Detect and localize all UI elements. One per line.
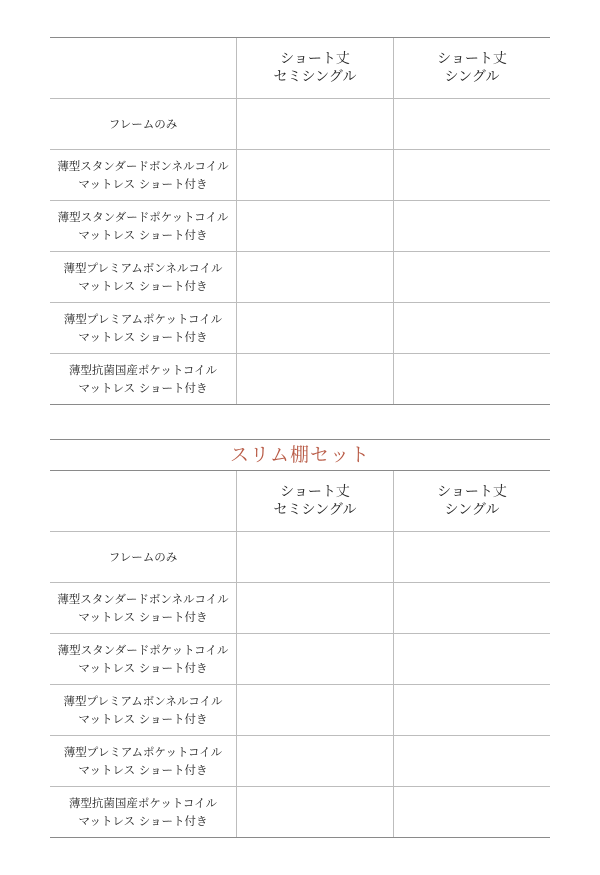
header-cell-short-semi-single — [236, 38, 393, 98]
table-cell — [236, 303, 393, 353]
row-label: 薄型抗菌国産ポケットコイル マットレス ショート付き — [68, 363, 218, 395]
row-label: 薄型スタンダードポケットコイル マットレス ショート付き — [57, 210, 229, 242]
row-label: 薄型抗菌国産ポケットコイル マットレス ショート付き — [68, 796, 218, 828]
table-row — [50, 786, 550, 837]
table-cell — [236, 787, 393, 837]
row-label-cell — [50, 303, 236, 353]
column-header-label: ショート丈 シングル — [437, 484, 507, 518]
row-label: 薄型プレミアムポケットコイル マットレス ショート付き — [63, 745, 223, 777]
row-label-cell — [50, 736, 236, 786]
table-cell — [236, 252, 393, 302]
row-label: 薄型プレミアムボンネルコイル マットレス ショート付き — [63, 694, 223, 726]
table-cell — [393, 532, 550, 582]
table-cell — [236, 634, 393, 684]
table-cell — [236, 201, 393, 251]
row-label-cell — [50, 634, 236, 684]
row-label-cell — [50, 354, 236, 404]
table-cell — [393, 201, 550, 251]
table-row — [50, 735, 550, 786]
row-label-cell — [50, 583, 236, 633]
table-row — [50, 353, 550, 404]
row-label: 薄型スタンダードポケットコイル マットレス ショート付き — [57, 643, 229, 675]
table-cell — [236, 150, 393, 200]
table-cell — [393, 99, 550, 149]
table-cell — [393, 252, 550, 302]
table-cell — [393, 150, 550, 200]
row-label-cell — [50, 532, 236, 582]
table-cell — [236, 685, 393, 735]
table-row — [50, 302, 550, 353]
table-cell — [236, 532, 393, 582]
table-row — [50, 200, 550, 251]
row-label-cell — [50, 685, 236, 735]
table-row — [50, 98, 550, 149]
table-cell — [393, 583, 550, 633]
table-cell — [236, 736, 393, 786]
row-label-cell — [50, 252, 236, 302]
row-label-cell — [50, 99, 236, 149]
row-label-cell — [50, 787, 236, 837]
table-cell — [393, 787, 550, 837]
header-cell-short-semi-single — [236, 471, 393, 531]
column-header-label: ショート丈 セミシングル — [273, 484, 357, 518]
table-cell — [236, 99, 393, 149]
row-label-cell — [50, 150, 236, 200]
header-cell-short-single — [393, 38, 550, 98]
table-cell — [393, 736, 550, 786]
table-cell — [236, 354, 393, 404]
column-header-label: ショート丈 シングル — [437, 51, 507, 85]
size-table-slim-shelf-set — [50, 439, 550, 838]
header-cell-short-single — [393, 471, 550, 531]
table-cell — [236, 583, 393, 633]
row-label: 薄型スタンダードボンネルコイル マットレス ショート付き — [57, 159, 229, 191]
section-title: スリム棚セット — [50, 440, 550, 471]
table-header-row — [50, 471, 550, 531]
table-cell — [393, 354, 550, 404]
row-label: 薄型スタンダードボンネルコイル マットレス ショート付き — [57, 592, 229, 624]
table-row — [50, 149, 550, 200]
table-row — [50, 633, 550, 684]
row-label: 薄型プレミアムポケットコイル マットレス ショート付き — [63, 312, 223, 344]
table-cell — [393, 634, 550, 684]
table-row — [50, 251, 550, 302]
row-label: フレームのみ — [108, 550, 178, 564]
table-row — [50, 684, 550, 735]
header-corner-cell — [50, 38, 236, 98]
table-cell — [393, 685, 550, 735]
size-table-frame-only — [50, 37, 550, 405]
row-label: 薄型プレミアムボンネルコイル マットレス ショート付き — [63, 261, 223, 293]
row-label: フレームのみ — [108, 117, 178, 131]
table-header-row — [50, 38, 550, 98]
table-row — [50, 582, 550, 633]
row-label-cell — [50, 201, 236, 251]
table-row — [50, 531, 550, 582]
column-header-label: ショート丈 セミシングル — [273, 51, 357, 85]
header-corner-cell — [50, 471, 236, 531]
table-cell — [393, 303, 550, 353]
